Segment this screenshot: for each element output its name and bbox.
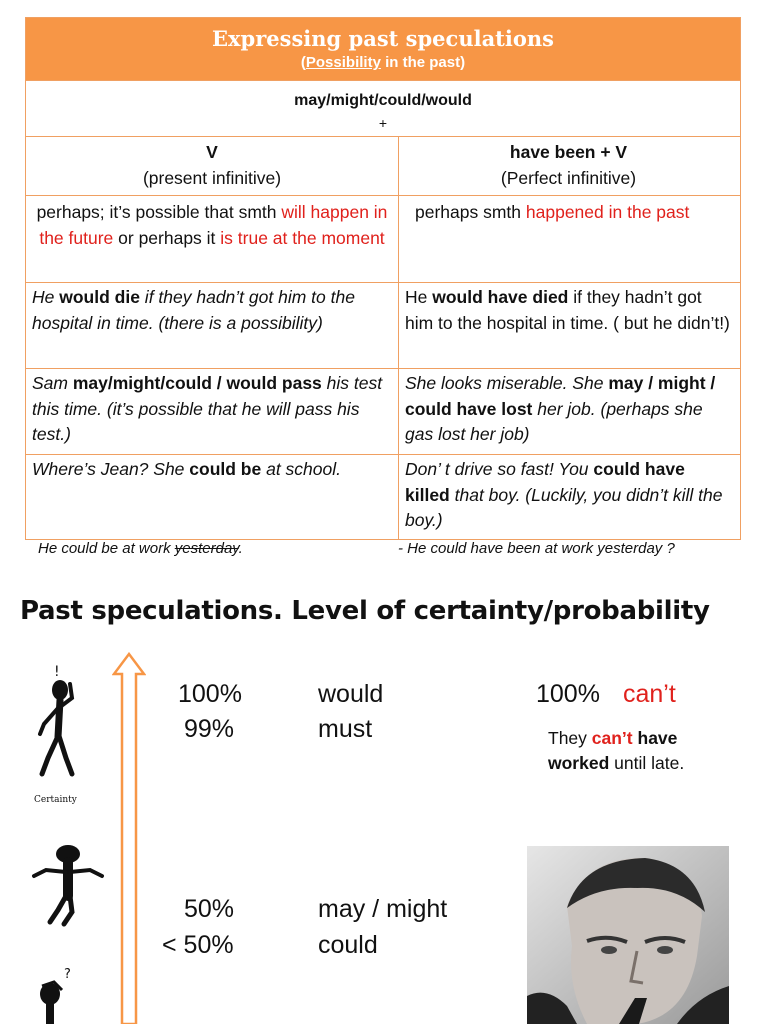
example-row-1 bbox=[26, 282, 740, 368]
pct-100: 100% bbox=[178, 680, 242, 708]
questioning-figure-icon bbox=[28, 966, 88, 1024]
example-2-right: She looks miserable. She may / might / could have lost her job. (perhaps she gas lost her job) bbox=[398, 369, 738, 454]
meaning-left: perhaps; it’s possible that smth will happen in the future or perhaps it is true at the moment bbox=[36, 202, 388, 248]
col2-head: have been + V (Perfect infinitive) bbox=[398, 137, 738, 195]
table-header bbox=[26, 18, 740, 80]
svg-text:?: ? bbox=[64, 967, 71, 982]
modals-text: may/might/could/would bbox=[294, 92, 472, 109]
modal-cant: can’t bbox=[623, 680, 676, 708]
certainty-title: Past speculations. Level of certainty/probability bbox=[20, 596, 710, 626]
example-row-2 bbox=[26, 368, 740, 454]
example-3-left: Where’s Jean? She could be at school. bbox=[32, 459, 342, 479]
svg-text:!: ! bbox=[54, 664, 60, 680]
modals-row bbox=[26, 80, 740, 136]
certainty-arrow bbox=[112, 652, 146, 1024]
meaning-right: perhaps smth happened in the past bbox=[398, 196, 738, 282]
example-2-left: Sam may/might/could / would pass his test this time. (it’s possible that he will pass his test.) bbox=[32, 373, 383, 444]
modal-would: would bbox=[318, 680, 384, 708]
column-heads-row bbox=[26, 136, 740, 195]
example-3-right: Don’ t drive so fast! You could have killed that boy. (Luckily, you didn’t kill the boy.) bbox=[398, 455, 738, 539]
note-left: He could be at work yesterday. bbox=[38, 540, 243, 557]
pct-99: 99% bbox=[184, 715, 235, 743]
modal-must: must bbox=[318, 715, 373, 743]
standing-figure-icon bbox=[28, 842, 108, 928]
figure-caption: Certainty bbox=[34, 795, 77, 805]
neg-pct-100: 100% bbox=[536, 680, 600, 708]
speculation-table bbox=[25, 17, 741, 540]
table-subtitle: (Possibility in the past) bbox=[300, 54, 466, 71]
col1-head: V (present infinitive) bbox=[142, 142, 282, 188]
pct-lt-50: < 50% bbox=[162, 931, 234, 959]
detective-photo bbox=[527, 846, 729, 1024]
meaning-row bbox=[26, 195, 740, 282]
modal-could: could bbox=[318, 931, 378, 959]
man-with-pipe-image bbox=[527, 846, 729, 1024]
arrow-shape bbox=[114, 654, 144, 1024]
note-right: - He could have been at work yesterday ? bbox=[398, 540, 675, 557]
modal-may-might: may / might bbox=[318, 895, 448, 923]
cant-example: They can’t have worked until late. bbox=[548, 728, 685, 773]
plus-sign: + bbox=[378, 115, 388, 131]
thinking-figure-icon bbox=[30, 662, 90, 782]
table-title: Expressing past speculations bbox=[212, 26, 554, 51]
example-row-3 bbox=[26, 454, 740, 539]
example-1-right: He would have died if they hadn’t got him to the hospital in time. ( but he didn’t!) bbox=[398, 283, 738, 368]
example-1-left: He would die if they hadn’t got him to the hospital in time. (there is a possibility) bbox=[32, 287, 355, 333]
pct-50: 50% bbox=[184, 895, 235, 923]
